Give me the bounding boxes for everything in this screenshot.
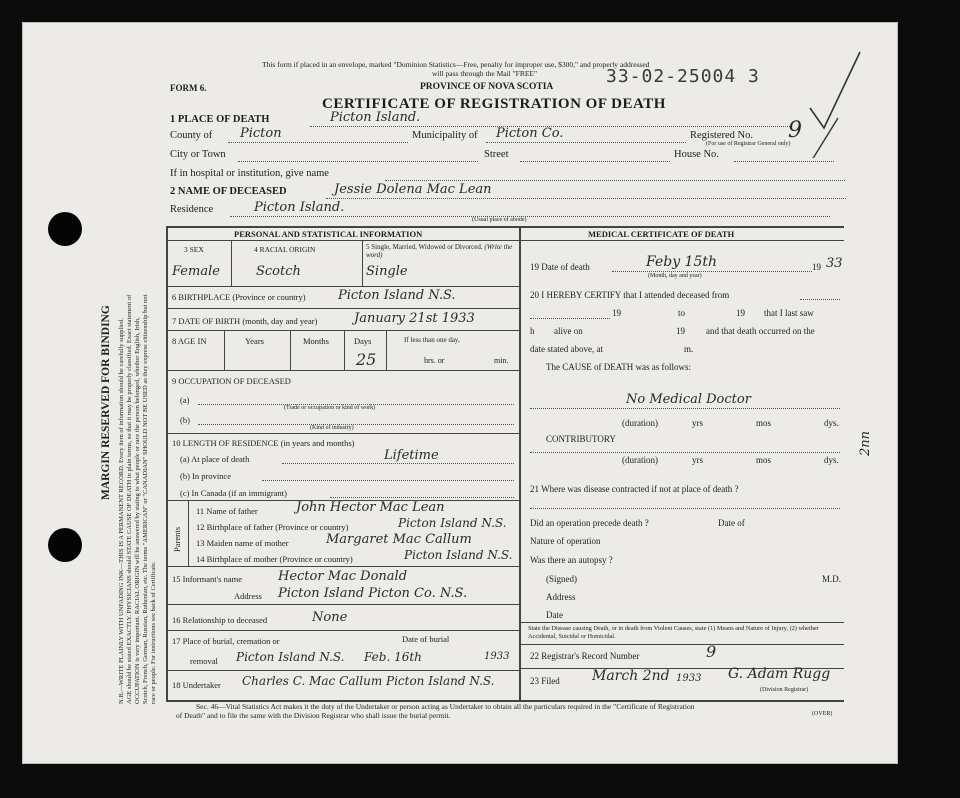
municipality-value: Picton Co. — [496, 126, 564, 141]
hospital-label: If in hospital or institution, give name — [170, 168, 329, 179]
cause-dys-label: dys. — [824, 418, 839, 428]
city-town-label: City or Town — [170, 149, 226, 160]
undertaker-value: Charles C. Mac Callum Picton Island N.S. — [242, 674, 495, 688]
occupation-a-label: (a) — [180, 395, 190, 405]
margin-annotation: 2nn — [858, 430, 873, 456]
county-value: Picton — [240, 126, 282, 141]
informant-value: Hector Mac Donald — [278, 569, 408, 584]
date-stated-label: date stated above, at — [530, 344, 603, 354]
registrar-check-mark — [790, 48, 870, 158]
place-of-death-value: Picton Island. — [330, 110, 421, 125]
days-value: 25 — [356, 350, 377, 369]
filed-value: March 2nd — [592, 668, 670, 684]
instructions-line-1: N.B.—WRITE PLAINLY WITH UNFADING INK—THIS IS A PERMANENT RECORD. Every item of information should be carefully supplied. — [118, 318, 125, 704]
age-label: 8 AGE IN — [172, 336, 207, 346]
relationship-label: 16 Relationship to deceased — [172, 615, 268, 625]
mother-birthplace-label: 14 Birthplace of mother (Province or country) — [196, 554, 353, 564]
name-of-deceased-label: 2 NAME OF DECEASED — [170, 186, 287, 197]
months-label: Months — [303, 336, 329, 346]
contributory-duration-label: (duration) — [622, 455, 658, 465]
date-of-death-value: Feby 15th — [646, 254, 718, 270]
hrs-label: hrs. or — [424, 356, 445, 365]
less-than-day-label: If less than one day, — [404, 336, 460, 344]
in-canada-label: (c) In Canada (if an immigrant) — [180, 488, 287, 498]
binding-hole-bottom — [48, 528, 82, 562]
m-label: m. — [684, 344, 694, 354]
mother-name-value: Margaret Mac Callum — [326, 532, 472, 547]
parents-label: Parents — [172, 526, 182, 552]
birthplace-label: 6 BIRTHPLACE (Province or country) — [172, 292, 306, 302]
racial-origin-value: Scotch — [256, 264, 301, 279]
date-of-death-label: 19 Date of death — [530, 262, 590, 272]
attended-to-year: 19 — [736, 308, 745, 318]
medical-date-label: Date — [546, 610, 563, 620]
at-place-value: Lifetime — [384, 448, 439, 463]
contributory-dys-label: dys. — [824, 455, 839, 465]
at-place-label: (a) At place of death — [180, 454, 250, 464]
record-number-label: 22 Registrar's Record Number — [530, 651, 640, 661]
occupation-a-note: (Trade or occupation or kind of work) — [284, 405, 376, 411]
filed-label: 23 Filed — [530, 676, 560, 686]
cause-duration-label: (duration) — [622, 418, 658, 428]
occupation-b-label: (b) — [180, 415, 190, 425]
operation-question: Did an operation precede death ? — [530, 518, 649, 528]
undertaker-label: 18 Undertaker — [172, 680, 221, 690]
record-number-value: 9 — [706, 642, 717, 661]
envelope-note-1: This form if placed in an envelope, marked "Dominion Statistics—Free, penalty for improper use, $300," and properly addressed — [262, 60, 650, 69]
alive-on-label: alive on — [554, 326, 583, 336]
min-label: min. — [494, 356, 509, 365]
footer-line-2: of Death" and to file the same with the Division Registrar who shall issue the burial permit. — [176, 711, 451, 720]
binding-hole-top — [48, 212, 82, 246]
burial-date-value: Feb. 16th — [364, 650, 422, 664]
street-label: Street — [484, 149, 509, 160]
contributory-mos-label: mos — [756, 455, 772, 465]
instructions-line-3: OCCUPATION is very important. RACIAL ORIGIN will be answered by stating to what people or race the person belonged, whether English, Irish, — [134, 317, 141, 704]
to-label: to — [678, 308, 686, 318]
residence-label: Residence — [170, 204, 214, 215]
certificate-title: CERTIFICATE OF REGISTRATION OF DEATH — [322, 96, 666, 112]
relationship-value: None — [312, 610, 348, 625]
occupation-b-note: (Kind of industry) — [310, 425, 354, 431]
instructions-line-4: Scotch, French, German, Russian, Ruthenian, etc. The terms "AMERICAN" or "CANADIAN" SHOULD NOT BE USED as they express citizenship but not — [142, 294, 149, 704]
province-label: PROVINCE OF NOVA SCOTIA — [420, 82, 554, 92]
mother-birthplace-value: Picton Island N.S. — [404, 548, 513, 562]
date-of-birth-label: 7 DATE OF BIRTH (month, day and year) — [172, 316, 318, 326]
burial-date-label: Date of burial — [402, 634, 450, 644]
date-of-death-note: (Month, day and year) — [648, 273, 702, 279]
operation-date-label: Date of — [718, 518, 745, 528]
cause-of-death-value: No Medical Doctor — [626, 392, 751, 407]
filed-year-value: 1933 — [676, 673, 702, 684]
last-saw-label: that I last saw — [764, 308, 814, 318]
residence-length-label: 10 LENGTH OF RESIDENCE (in years and months) — [172, 438, 355, 448]
father-name-label: 11 Name of father — [196, 506, 258, 516]
date-of-birth-value: January 21st 1933 — [354, 311, 475, 326]
medical-heading: MEDICAL CERTIFICATE OF DEATH — [588, 229, 735, 239]
marital-label: 5 Single, Married, Widowed or Divorced. (Write the word) — [366, 243, 513, 259]
contributory-label: CONTRIBUTORY — [546, 434, 616, 444]
place-of-death-label: 1 PLACE OF DEATH — [170, 114, 270, 125]
marital-value: Single — [366, 264, 408, 279]
personal-heading: PERSONAL AND STATISTICAL INFORMATION — [234, 229, 423, 239]
medical-address-label: Address — [546, 592, 576, 602]
footer-line-1: Sec. 46—Vital Statistics Act makes it the duty of the Undertaker or person acting as Undertaker to obtain all the particulars required in the "Certificate of Registration — [196, 702, 695, 711]
registrar-signature: G. Adam Rugg — [728, 666, 831, 682]
father-birthplace-value: Picton Island N.S. — [398, 516, 507, 530]
burial-year-value: 1933 — [484, 651, 510, 662]
death-year-prefix: 19 — [812, 262, 821, 272]
county-label: County of — [170, 130, 213, 141]
in-province-label: (b) In province — [180, 471, 231, 481]
registered-no-label: Registered No. — [690, 130, 753, 141]
certificate-stamp-number: 33-02-25004 3 — [606, 66, 760, 87]
municipality-label: Municipality of — [412, 130, 478, 141]
attended-from-year: 19 — [612, 308, 621, 318]
md-label: M.D. — [822, 574, 842, 584]
binding-margin-label: MARGIN RESERVED FOR BINDING — [100, 305, 112, 500]
registered-no-value: 9 — [788, 118, 802, 143]
years-label: Years — [245, 336, 264, 346]
form-number: FORM 6. — [170, 83, 207, 93]
division-registrar-note: (Division Registrar) — [760, 687, 809, 693]
informant-address-value: Picton Island Picton Co. N.S. — [278, 586, 468, 601]
residence-value: Picton Island. — [254, 200, 345, 215]
racial-origin-label: 4 RACIAL ORIGIN — [254, 245, 316, 254]
occupation-label: 9 OCCUPATION OF DECEASED — [172, 376, 291, 386]
instructions-line-5: race or people. For instructions see back of Certificate. — [150, 561, 157, 704]
sex-label: 3 SEX — [184, 245, 204, 254]
father-birthplace-label: 12 Birthplace of father (Province or country) — [196, 522, 349, 532]
death-occurred-label: and that death occurred on the — [706, 326, 815, 336]
signed-label: (Signed) — [546, 574, 577, 584]
certify-label: 20 I HEREBY CERTIFY that I attended deceased from — [530, 290, 730, 300]
name-of-deceased-value: Jessie Dolena Mac Lean — [334, 182, 492, 197]
mother-name-label: 13 Maiden name of mother — [196, 538, 289, 548]
usual-abode-note: (Usual place of abode) — [472, 217, 527, 223]
days-label: Days — [354, 336, 372, 346]
cause-mos-label: mos — [756, 418, 772, 428]
birthplace-value: Picton Island N.S. — [338, 288, 456, 303]
sex-value: Female — [172, 264, 220, 279]
over-label: (OVER) — [812, 711, 833, 717]
registrar-general-note: (For use of Registrar General only) — [706, 141, 791, 147]
nature-of-operation-label: Nature of operation — [530, 536, 601, 546]
contributory-yrs-label: yrs — [692, 455, 703, 465]
instructions-line-2: AGE should be stated EXACTLY. PHYSICIANS should STATE CAUSE OF DEATH in plain terms, so that it may be properly classified. Exact statement of — [126, 294, 133, 704]
envelope-note-2: will pass through the Mail "FREE" — [432, 69, 538, 78]
informant-address-label: Address — [234, 591, 262, 601]
h-label: h — [530, 326, 535, 336]
cause-yrs-label: yrs — [692, 418, 703, 428]
disease-contracted-question: 21 Where was disease contracted if not at place of death ? — [530, 484, 739, 494]
removal-label: removal — [190, 656, 218, 666]
informant-label: 15 Informant's name — [172, 574, 242, 584]
father-name-value: John Hector Mac Lean — [296, 500, 445, 515]
burial-place-value: Picton Island N.S. — [236, 650, 345, 664]
house-no-label: House No. — [674, 149, 719, 160]
autopsy-question: Was there an autopsy ? — [530, 555, 613, 565]
alive-on-year: 19 — [676, 326, 685, 336]
state-disease-note: State the Disease causing Death, or in death from Violent Causes, state (1) Means and Nature of Injury, (2) whether Accidental, Suicidal or Homicidal. — [528, 625, 819, 640]
burial-label: 17 Place of burial, cremation or — [172, 636, 280, 646]
cause-of-death-label: The CAUSE of DEATH was as follows: — [546, 362, 691, 372]
death-year-value: 33 — [826, 256, 843, 271]
